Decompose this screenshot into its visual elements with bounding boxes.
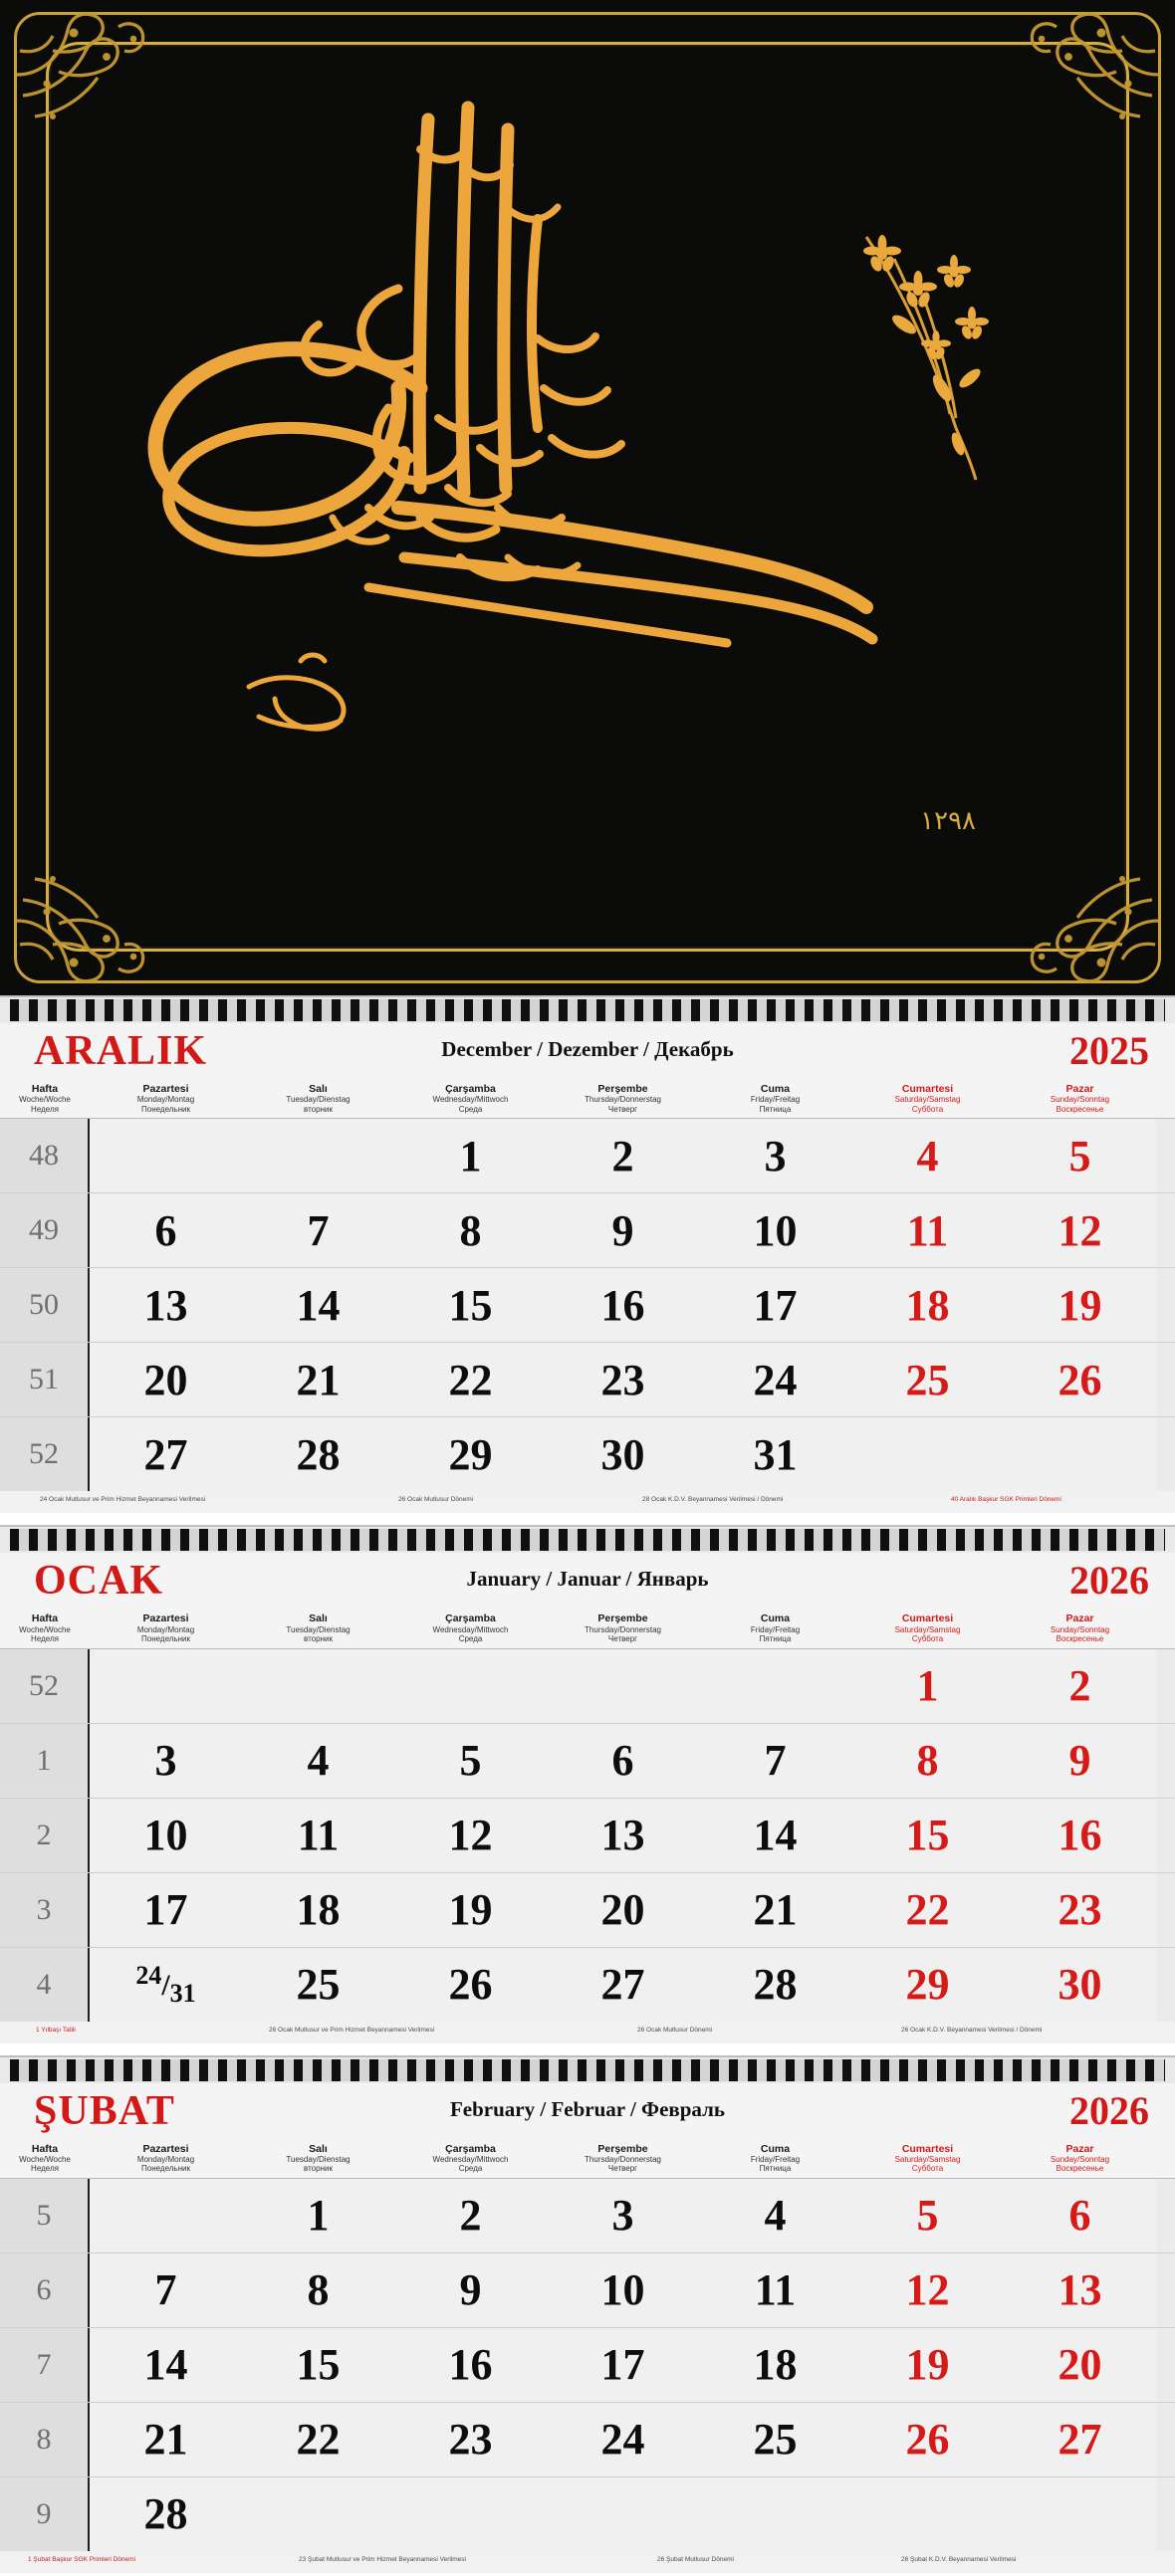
- weekday-label-line1: Pazar: [1065, 1612, 1094, 1625]
- corner-ornament-icon: [1018, 6, 1167, 155]
- day-cell[interactable]: 31: [699, 1417, 851, 1491]
- day-cell[interactable]: 2: [547, 1119, 699, 1192]
- weekday-label-line2: Thursday/Donnerstag: [585, 2154, 661, 2164]
- day-cell[interactable]: 23: [394, 2403, 547, 2476]
- weekday-header-cell: [1004, 1610, 1156, 1643]
- day-cell[interactable]: 12: [394, 1799, 547, 1872]
- footnote-text: 26 Ocak Mutlusur Dönemi: [637, 2026, 713, 2034]
- day-cell-empty: [699, 1649, 851, 1723]
- weekday-label-line2: Friday/Freitag: [750, 1624, 801, 1634]
- weekday-header-cell: [547, 2141, 699, 2174]
- week-row: [0, 1648, 1175, 1723]
- day-cell[interactable]: 14: [699, 1799, 851, 1872]
- week-number-cell: 7: [0, 2328, 90, 2402]
- spiral-coils: [10, 2059, 1165, 2081]
- week-row: [0, 1947, 1175, 2022]
- day-cell[interactable]: 3: [699, 1119, 851, 1192]
- weekday-label-line3: Понедельник: [141, 1104, 190, 1114]
- month-block-subat: [0, 2055, 1175, 2573]
- weekday-label-line1: Perşembe: [597, 1612, 648, 1625]
- day-cell[interactable]: 14: [90, 2328, 242, 2402]
- weekday-label-line3: Четверг: [607, 1634, 638, 1644]
- day-cell[interactable]: 25: [242, 1948, 394, 2022]
- weekday-label-line2: Monday/Montag: [136, 1624, 195, 1634]
- weekday-header-cell: [851, 1081, 1004, 1114]
- weekday-label-line1: Salı: [309, 1612, 328, 1625]
- day-cell[interactable]: 8: [242, 2254, 394, 2327]
- day-cell[interactable]: 16: [394, 2328, 547, 2402]
- day-cell[interactable]: 21: [699, 1873, 851, 1947]
- weekday-header-cell: [394, 1610, 547, 1643]
- day-cell[interactable]: 21: [90, 2403, 242, 2476]
- weekday-label-line3: вторник: [304, 1104, 333, 1114]
- day-cell[interactable]: 9: [1004, 1724, 1156, 1798]
- week-row: [0, 2476, 1175, 2551]
- weekday-label-line3: Четверг: [607, 1104, 638, 1114]
- day-cell[interactable]: 27: [90, 1417, 242, 1491]
- calendar-blocks: [0, 995, 1175, 2573]
- day-cell[interactable]: 3: [90, 1724, 242, 1798]
- weekday-header-cell: [851, 1610, 1004, 1643]
- month-header: [0, 2083, 1175, 2141]
- day-cell[interactable]: 24: [699, 1343, 851, 1416]
- day-cell[interactable]: 16: [547, 1268, 699, 1342]
- day-cell[interactable]: 21: [242, 1343, 394, 1416]
- weekday-label-line2: Woche/Woche: [19, 1624, 71, 1634]
- day-cell[interactable]: 22: [394, 1343, 547, 1416]
- day-cell[interactable]: 28: [90, 2477, 242, 2551]
- weekday-label-line1: Cuma: [760, 1083, 791, 1095]
- spiral-coils: [10, 1529, 1165, 1551]
- day-cell[interactable]: 17: [699, 1268, 851, 1342]
- day-cell[interactable]: 13: [90, 1268, 242, 1342]
- weekday-header-cell: [90, 2141, 242, 2174]
- month-name: ŞUBAT: [34, 2087, 175, 2134]
- weekday-label-line1: Çarşamba: [445, 2142, 496, 2155]
- weekday-label-line3: Воскресенье: [1056, 1634, 1104, 1644]
- day-cell[interactable]: 6: [1004, 2179, 1156, 2253]
- week-number-cell: 9: [0, 2477, 90, 2551]
- day-cell[interactable]: 19: [394, 1873, 547, 1947]
- weekday-label-line1: Salı: [309, 1083, 328, 1095]
- month-footnotes: [0, 2022, 1175, 2043]
- weekday-label-line2: Sunday/Sonntag: [1050, 2154, 1110, 2164]
- weekday-label-line2: Saturday/Samstag: [894, 1095, 961, 1105]
- day-cell-empty: [699, 2477, 851, 2551]
- spiral-binding: [0, 995, 1175, 1023]
- day-cell[interactable]: 17: [90, 1873, 242, 1947]
- day-cell[interactable]: 2: [1004, 1649, 1156, 1723]
- weekday-label-line3: Суббота: [911, 1104, 944, 1114]
- corner-ornament-icon: [8, 840, 157, 989]
- day-cell-empty: [547, 2477, 699, 2551]
- day-grid: [0, 1118, 1175, 1491]
- day-cell-empty: [851, 2477, 1004, 2551]
- day-cell-empty: [90, 1119, 242, 1192]
- footnote-text: 26 Ocak K.D.V. Beyannamesi Verilmesi / Dönemi: [901, 2026, 1043, 2034]
- year-label: 2025: [1069, 1028, 1149, 1073]
- weekday-label-line2: Thursday/Donnerstag: [585, 1095, 661, 1105]
- weekday-label-line1: Pazar: [1065, 1083, 1094, 1095]
- day-cell-empty: [851, 1417, 1004, 1491]
- day-cell[interactable]: 10: [90, 1799, 242, 1872]
- weekday-header-cell: [242, 1081, 394, 1114]
- week-number-cell: 8: [0, 2403, 90, 2476]
- weekday-label-line3: Воскресенье: [1056, 1104, 1104, 1114]
- week-row: [0, 2402, 1175, 2476]
- week-row: [0, 2327, 1175, 2402]
- year-label: 2026: [1069, 1558, 1149, 1604]
- weekday-label-line2: Saturday/Samstag: [894, 1624, 961, 1634]
- day-cell[interactable]: 6: [90, 1193, 242, 1267]
- weekday-label-line2: Saturday/Samstag: [894, 2154, 961, 2164]
- day-cell-empty: [547, 1649, 699, 1723]
- weekday-label-line1: Cuma: [760, 1612, 791, 1625]
- day-cell[interactable]: 4: [851, 1119, 1004, 1192]
- weekday-label-line3: Среда: [458, 2164, 483, 2174]
- week-number-cell: 5: [0, 2179, 90, 2253]
- weekday-label-line3: Неделя: [31, 1104, 59, 1114]
- day-cell[interactable]: 9: [394, 2254, 547, 2327]
- weekday-label-line1: Pazar: [1065, 2142, 1094, 2155]
- day-cell[interactable]: 15: [242, 2328, 394, 2402]
- weekday-label-line1: Salı: [309, 2142, 328, 2155]
- day-cell[interactable]: 7: [242, 1193, 394, 1267]
- weekday-header-row: [0, 1610, 1175, 1647]
- week-row: [0, 1118, 1175, 1192]
- weekday-header-row: [0, 1081, 1175, 1118]
- day-cell[interactable]: 24: [547, 2403, 699, 2476]
- day-cell[interactable]: 27: [547, 1948, 699, 2022]
- week-row: [0, 1798, 1175, 1872]
- month-block-aralik: [0, 995, 1175, 1513]
- day-cell[interactable]: 26: [394, 1948, 547, 2022]
- day-cell[interactable]: 25: [851, 1343, 1004, 1416]
- day-cell[interactable]: 8: [851, 1724, 1004, 1798]
- weekday-header-cell: [0, 1081, 90, 1114]
- weekday-header-cell: [1004, 2141, 1156, 2174]
- day-cell[interactable]: 9: [547, 1193, 699, 1267]
- weekday-header-cell: [242, 1610, 394, 1643]
- week-number-cell: 48: [0, 1119, 90, 1192]
- day-cell[interactable]: 10: [699, 1193, 851, 1267]
- weekday-header-cell: [1004, 1081, 1156, 1114]
- spiral-binding: [0, 2055, 1175, 2083]
- day-cell[interactable]: 3: [547, 2179, 699, 2253]
- weekday-label-line2: Friday/Freitag: [750, 1095, 801, 1105]
- month-name-translations: January / Januar / Январь: [466, 1567, 709, 1592]
- day-cell[interactable]: 22: [851, 1873, 1004, 1947]
- footnote-text: 23 Şubat Mutlusur ve Prim Hizmet Beyannamesi Verilmesi: [299, 2555, 466, 2563]
- footnote-text: 40 Aralık Başkur SGK Primleri Dönemi: [951, 1496, 1061, 1504]
- weekday-label-line2: Wednesday/Mittwoch: [432, 1095, 509, 1105]
- weekday-label-line3: Суббота: [911, 2164, 944, 2174]
- weekday-label-line2: Monday/Montag: [136, 2154, 195, 2164]
- day-cell-empty: [394, 1649, 547, 1723]
- weekday-label-line2: Tuesday/Dienstag: [286, 1095, 351, 1105]
- block-separator: [0, 1513, 1175, 1525]
- footnote-text: 26 Ocak Mutlusur ve Prim Hizmet Beyannamesi Verilmesi: [269, 2026, 435, 2034]
- week-row: [0, 1342, 1175, 1416]
- week-number-cell: 6: [0, 2254, 90, 2327]
- week-row: [0, 2253, 1175, 2327]
- day-cell[interactable]: 11: [242, 1799, 394, 1872]
- week-row: [0, 1416, 1175, 1491]
- weekday-label-line2: Woche/Woche: [19, 2154, 71, 2164]
- weekday-label-line1: Pazartesi: [142, 1083, 189, 1095]
- day-cell-empty: [90, 2179, 242, 2253]
- day-cell[interactable]: 27: [1004, 2403, 1156, 2476]
- weekday-label-line2: Sunday/Sonntag: [1050, 1095, 1110, 1105]
- flower-ornament-icon: [846, 229, 1026, 488]
- day-cell[interactable]: 10: [547, 2254, 699, 2327]
- weekday-label-line3: Воскресенье: [1056, 2164, 1104, 2174]
- spiral-binding: [0, 1525, 1175, 1553]
- week-row: [0, 2178, 1175, 2253]
- weekday-label-line3: вторник: [304, 2164, 333, 2174]
- day-cell[interactable]: 23: [1004, 1873, 1156, 1947]
- week-row: [0, 1872, 1175, 1947]
- weekday-label-line3: Неделя: [31, 1634, 59, 1644]
- day-grid: [0, 2178, 1175, 2551]
- footnote-text: 1 Yılbaşı Tatili: [36, 2026, 76, 2034]
- day-cell[interactable]: 25: [699, 2403, 851, 2476]
- hijri-date: ١٢٩٨: [920, 806, 976, 836]
- year-label: 2026: [1069, 2087, 1149, 2133]
- artwork-panel: [0, 0, 1175, 995]
- day-cell[interactable]: 26: [1004, 1343, 1156, 1416]
- week-number-cell: 52: [0, 1649, 90, 1723]
- month-footnotes: [0, 2551, 1175, 2573]
- weekday-header-cell: [851, 2141, 1004, 2174]
- day-cell[interactable]: 5: [1004, 1119, 1156, 1192]
- day-cell[interactable]: 26: [851, 2403, 1004, 2476]
- week-number-cell: 1: [0, 1724, 90, 1798]
- day-split-number: $^{24}/_{31}$: [135, 1960, 196, 2008]
- day-cell[interactable]: 13: [547, 1799, 699, 1872]
- weekday-label-line2: Tuesday/Dienstag: [286, 1624, 351, 1634]
- day-cell[interactable]: 1: [851, 1649, 1004, 1723]
- day-cell[interactable]: 15: [851, 1799, 1004, 1872]
- weekday-label-line1: Cumartesi: [901, 1612, 954, 1625]
- weekday-header-cell: [90, 1081, 242, 1114]
- footnote-text: 26 Ocak Mutlusur Dönemi: [398, 1496, 474, 1504]
- day-cell[interactable]: 29: [394, 1417, 547, 1491]
- weekday-label-line2: Wednesday/Mittwoch: [432, 2154, 509, 2164]
- day-cell[interactable]: 7: [699, 1724, 851, 1798]
- day-cell[interactable]: 4: [699, 2179, 851, 2253]
- day-cell[interactable]: 28: [242, 1417, 394, 1491]
- week-number-cell: 4: [0, 1948, 90, 2022]
- month-header: [0, 1023, 1175, 1081]
- weekday-label-line1: Çarşamba: [445, 1612, 496, 1625]
- month-name: ARALIK: [34, 1028, 208, 1074]
- week-row: [0, 1267, 1175, 1342]
- week-number-cell: 49: [0, 1193, 90, 1267]
- day-cell[interactable]: 13: [1004, 2254, 1156, 2327]
- month-header: [0, 1553, 1175, 1610]
- weekday-label-line2: Tuesday/Dienstag: [286, 2154, 351, 2164]
- weekday-header-cell: [547, 1610, 699, 1643]
- weekday-header-cell: [699, 1610, 851, 1643]
- weekday-header-cell: [547, 1081, 699, 1114]
- weekday-header-cell: [0, 1610, 90, 1643]
- block-separator: [0, 2043, 1175, 2055]
- weekday-label-line3: Среда: [458, 1634, 483, 1644]
- week-number-cell: 52: [0, 1417, 90, 1491]
- day-cell[interactable]: 6: [547, 1724, 699, 1798]
- weekday-label-line2: Friday/Freitag: [750, 2154, 801, 2164]
- weekday-label-line1: Perşembe: [597, 2142, 648, 2155]
- day-cell[interactable]: 1: [394, 1119, 547, 1192]
- month-name-translations: December / Dezember / Декабрь: [441, 1037, 734, 1061]
- week-row: [0, 1192, 1175, 1267]
- day-cell[interactable]: 28: [699, 1948, 851, 2022]
- day-cell[interactable]: 11: [851, 1193, 1004, 1267]
- day-cell[interactable]: 8: [394, 1193, 547, 1267]
- day-cell[interactable]: 30: [547, 1417, 699, 1491]
- day-cell[interactable]: 20: [547, 1873, 699, 1947]
- month-block-ocak: [0, 1525, 1175, 2042]
- day-cell[interactable]: 29: [851, 1948, 1004, 2022]
- weekday-label-line1: Hafta: [31, 1612, 59, 1625]
- spiral-coils: [10, 999, 1165, 1021]
- day-cell[interactable]: 4: [242, 1724, 394, 1798]
- week-number-cell: 3: [0, 1873, 90, 1947]
- day-cell[interactable]: 30: [1004, 1948, 1156, 2022]
- weekday-label-line3: Понедельник: [141, 1634, 190, 1644]
- footnote-text: 28 Ocak K.D.V. Beyannamesi Verilmesi / Dönemi: [642, 1496, 784, 1504]
- weekday-header-cell: [0, 2141, 90, 2174]
- day-cell[interactable]: 14: [242, 1268, 394, 1342]
- weekday-header-cell: [699, 1081, 851, 1114]
- weekday-label-line1: Pazartesi: [142, 1612, 189, 1625]
- week-number-cell: 2: [0, 1799, 90, 1872]
- day-cell-empty: [1004, 1417, 1156, 1491]
- day-cell[interactable]: 7: [90, 2254, 242, 2327]
- day-grid: [0, 1648, 1175, 2022]
- day-cell[interactable]: 22: [242, 2403, 394, 2476]
- day-cell-empty: [242, 2477, 394, 2551]
- week-row: [0, 1723, 1175, 1798]
- month-name: OCAK: [34, 1558, 163, 1605]
- day-cell[interactable]: 18: [699, 2328, 851, 2402]
- weekday-label-line1: Perşembe: [597, 1083, 648, 1095]
- weekday-label-line2: Monday/Montag: [136, 1095, 195, 1105]
- day-cell[interactable]: 18: [242, 1873, 394, 1947]
- week-number-cell: 50: [0, 1268, 90, 1342]
- day-cell[interactable]: 2: [394, 2179, 547, 2253]
- day-cell-empty: [242, 1649, 394, 1723]
- weekday-label-line3: Пятница: [759, 2164, 792, 2174]
- weekday-label-line1: Pazartesi: [142, 2142, 189, 2155]
- weekday-label-line1: Cuma: [760, 2142, 791, 2155]
- weekday-header-cell: [394, 1081, 547, 1114]
- weekday-label-line3: Среда: [458, 1104, 483, 1114]
- day-cell[interactable]: 1: [242, 2179, 394, 2253]
- day-cell[interactable]: 19: [851, 2328, 1004, 2402]
- footnote-text: 26 Şubat Mutlusur Dönemi: [657, 2555, 734, 2563]
- month-footnotes: [0, 1491, 1175, 1513]
- weekday-header-cell: [242, 2141, 394, 2174]
- day-cell[interactable]: 15: [394, 1268, 547, 1342]
- weekday-label-line1: Çarşamba: [445, 1083, 496, 1095]
- weekday-header-cell: [394, 2141, 547, 2174]
- weekday-label-line1: Hafta: [31, 2142, 59, 2155]
- weekday-label-line2: Woche/Woche: [19, 1095, 71, 1105]
- day-cell[interactable]: 16: [1004, 1799, 1156, 1872]
- day-cell[interactable]: 12: [851, 2254, 1004, 2327]
- weekday-label-line3: вторник: [304, 1634, 333, 1644]
- weekday-label-line2: Sunday/Sonntag: [1050, 1624, 1110, 1634]
- day-cell-empty: [242, 1119, 394, 1192]
- weekday-label-line3: Понедельник: [141, 2164, 190, 2174]
- day-cell[interactable]: 5: [851, 2179, 1004, 2253]
- weekday-header-row: [0, 2141, 1175, 2178]
- weekday-header-cell: [699, 2141, 851, 2174]
- footnote-text: 1 Şubat Başkur SGK Primleri Dönemi: [28, 2555, 136, 2563]
- day-cell[interactable]: 18: [851, 1268, 1004, 1342]
- day-cell-empty: [394, 2477, 547, 2551]
- weekday-label-line3: Пятница: [759, 1104, 792, 1114]
- day-cell[interactable]: 12: [1004, 1193, 1156, 1267]
- day-cell[interactable]: 23: [547, 1343, 699, 1416]
- week-number-cell: 51: [0, 1343, 90, 1416]
- weekday-label-line3: Суббота: [911, 1634, 944, 1644]
- footnote-text: 24 Ocak Mutlusur ve Prim Hizmet Beyannamesi Verilmesi: [40, 1496, 206, 1504]
- weekday-label-line2: Thursday/Donnerstag: [585, 1624, 661, 1634]
- weekday-label-line2: Wednesday/Mittwoch: [432, 1624, 509, 1634]
- day-cell[interactable]: 20: [1004, 2328, 1156, 2402]
- day-cell[interactable]: [90, 1948, 242, 2022]
- weekday-label-line3: Неделя: [31, 2164, 59, 2174]
- day-cell[interactable]: 11: [699, 2254, 851, 2327]
- weekday-label-line1: Cumartesi: [901, 1083, 954, 1095]
- tughra-calligraphy-icon: [70, 90, 906, 816]
- day-cell[interactable]: 17: [547, 2328, 699, 2402]
- day-cell-empty: [90, 1649, 242, 1723]
- footnote-text: 26 Şubat K.D.V. Beyannamesi Verilmesi: [901, 2555, 1017, 2563]
- weekday-label-line1: Cumartesi: [901, 2142, 954, 2155]
- weekday-label-line1: Hafta: [31, 1083, 59, 1095]
- month-name-translations: February / Februar / Февраль: [449, 2096, 726, 2121]
- weekday-label-line3: Четверг: [607, 2164, 638, 2174]
- weekday-header-cell: [90, 1610, 242, 1643]
- day-cell-empty: [1004, 2477, 1156, 2551]
- day-cell[interactable]: 20: [90, 1343, 242, 1416]
- day-cell[interactable]: 5: [394, 1724, 547, 1798]
- corner-ornament-icon: [1018, 840, 1167, 989]
- weekday-label-line3: Пятница: [759, 1634, 792, 1644]
- day-cell[interactable]: 19: [1004, 1268, 1156, 1342]
